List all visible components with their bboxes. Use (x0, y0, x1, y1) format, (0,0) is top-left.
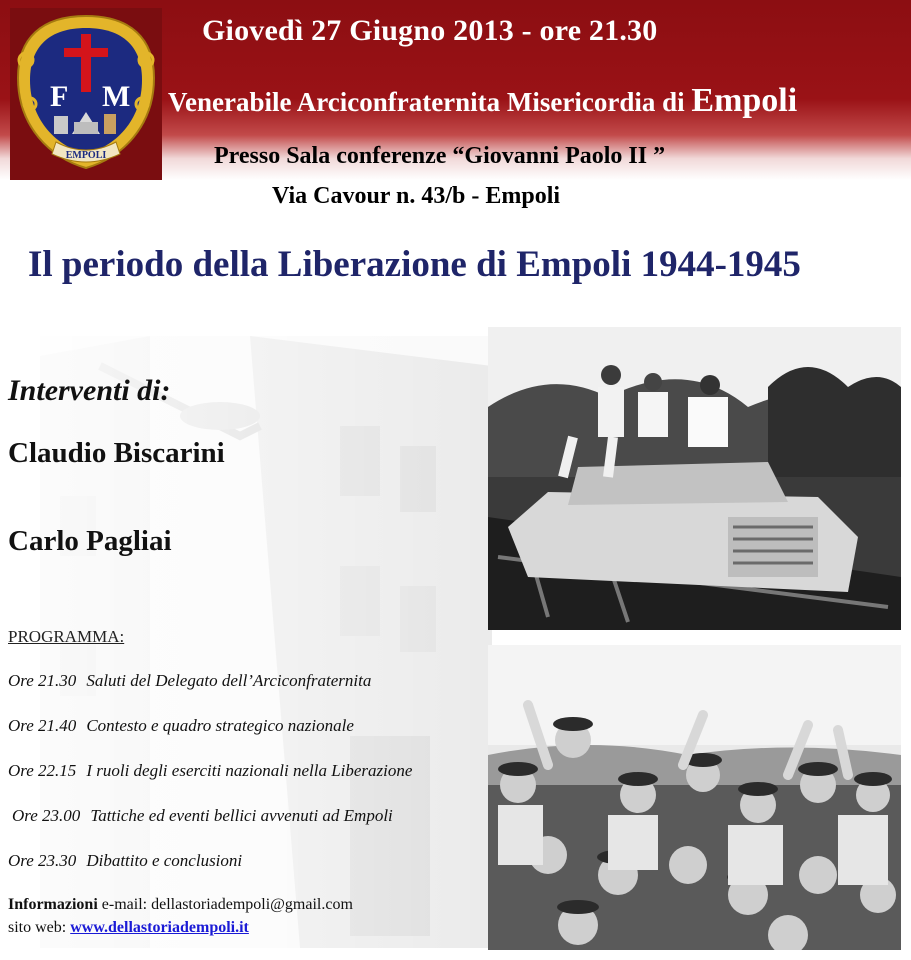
confraternity-logo (10, 8, 162, 180)
soldiers-photo (488, 645, 901, 950)
venue-address: Via Cavour n. 43/b - Empoli (272, 183, 561, 209)
programme-item-text: Dibattito e conclusioni (86, 851, 243, 870)
website-line (8, 919, 249, 937)
web-label: sito web: (8, 919, 71, 936)
programme-item-text: Saluti del Delegato dell’Arciconfraternita (86, 671, 372, 690)
speaker-name: Carlo Pagliai (8, 525, 172, 557)
programme-item (8, 671, 371, 691)
programme-item (8, 851, 242, 871)
programme-item-time: Ore 23.30 (8, 851, 77, 870)
contact-info (8, 896, 353, 914)
programme-item-time: Ore 22.15 (8, 761, 77, 780)
programme-item-text: Tattiche ed eventi bellici avvenuti ad Empoli (90, 806, 393, 825)
programme-heading: PROGRAMMA: (8, 627, 125, 646)
organizer-name (168, 82, 797, 120)
organizer-city: Empoli (691, 82, 798, 119)
organizer-prefix: Venerabile Arciconfraternita Misericordia di (168, 87, 692, 117)
programme-item (12, 806, 393, 826)
event-date: Giovedì 27 Giugno 2013 - ore 21.30 (202, 14, 658, 47)
programme-item-time: Ore 23.00 (12, 806, 81, 825)
event-title: Il periodo della Liberazione di Empoli 1944-1945 (28, 244, 801, 285)
crest-ribbon-text: EMPOLI (65, 150, 107, 161)
crest-letter-left: F (50, 80, 69, 113)
venue-name: Presso Sala conferenze “Giovanni Paolo II ” (214, 143, 666, 169)
info-email[interactable]: e-mail: dellastoriadempoli@gmail.com (97, 896, 353, 913)
programme-item-time: Ore 21.30 (8, 671, 77, 690)
programme-item-text: Contesto e quadro strategico nazionale (86, 716, 354, 735)
speakers-heading: Interventi di: (8, 374, 171, 407)
website-link[interactable]: www.dellastoriadempoli.it (70, 919, 249, 936)
speaker-name: Claudio Biscarini (8, 437, 225, 469)
crest-letter-right: M (102, 80, 131, 113)
tank-photo (488, 327, 901, 630)
info-label: Informazioni (8, 896, 98, 913)
programme-item-time: Ore 21.40 (8, 716, 77, 735)
programme-item (8, 716, 354, 736)
programme-item (8, 761, 412, 781)
programme-item-text: I ruoli degli eserciti nazionali nella Liberazione (86, 761, 413, 780)
crest-icon (10, 8, 162, 180)
